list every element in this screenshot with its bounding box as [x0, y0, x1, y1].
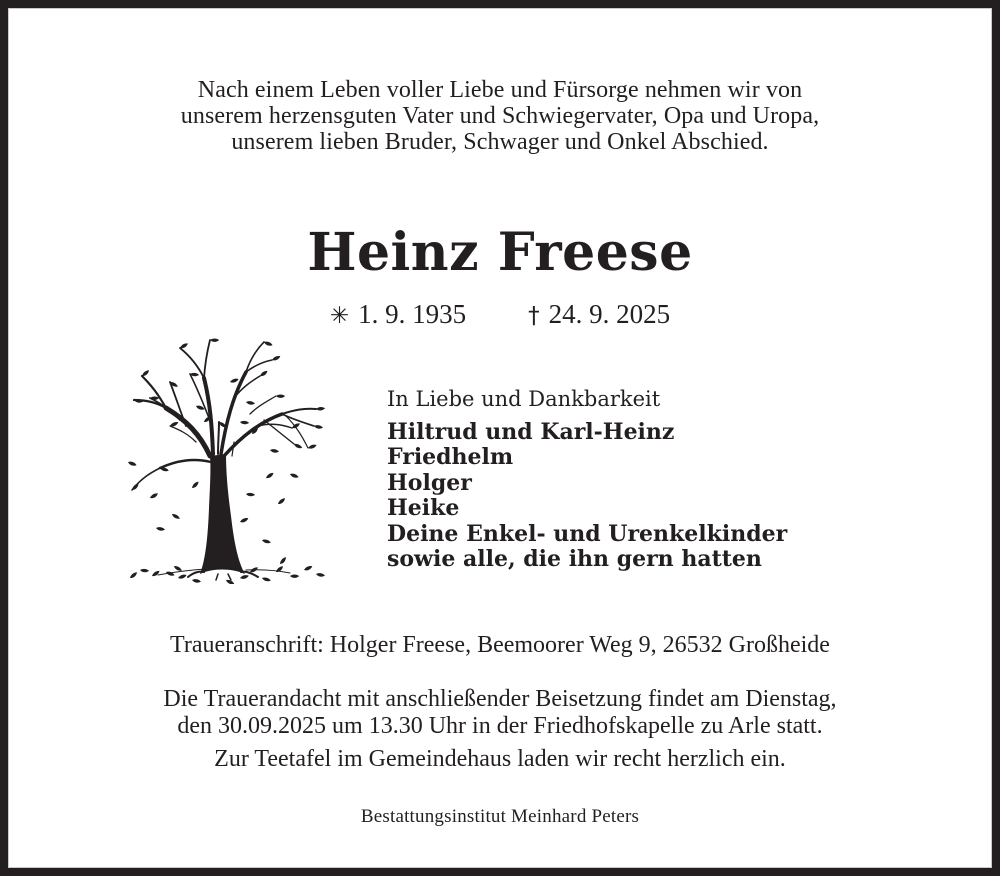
mourner-line: Heike	[387, 495, 460, 522]
mourning-address: Traueranschrift: Holger Freese, Beemoorer Weg 9, 26532 Großheide	[170, 632, 830, 658]
mourner-line: sowie alle, die ihn gern hatten	[387, 546, 762, 573]
service-announcement	[0, 686, 1000, 740]
intro-text	[0, 78, 1000, 155]
mourner-line: Deine Enkel- und Urenkelkinder	[387, 520, 788, 547]
birth-date-group	[330, 299, 466, 330]
mourner-line: Friedhelm	[387, 444, 514, 471]
tea-invitation: Zur Teetafel im Gemeindehaus laden wir recht herzlich ein.	[214, 746, 786, 772]
service-line: Die Trauerandacht mit anschließender Beisetzung findet am Dienstag,	[163, 686, 837, 712]
dedication-text: In Liebe und Dankbarkeit	[387, 387, 661, 411]
funeral-home-name: Bestattungsinstitut Meinhard Peters	[360, 806, 640, 827]
birth-star-icon: ✳	[329, 303, 350, 329]
birth-date: 1. 9. 1935	[358, 299, 467, 329]
mourners-list	[387, 420, 787, 572]
death-date-group	[528, 299, 670, 330]
service-line: den 30.09.2025 um 13.30 Uhr in der Friedhofskapelle zu Arle statt.	[177, 712, 823, 739]
intro-line: unserem herzensguten Vater und Schwiegervater, Opa und Uropa,	[180, 102, 820, 129]
deceased-name: Heinz Freese	[307, 222, 693, 283]
mourner-line: Holger	[387, 469, 472, 496]
autumn-tree-icon	[100, 322, 336, 584]
mourner-line: Hiltrud und Karl-Heinz	[387, 419, 675, 445]
death-date: 24. 9. 2025	[548, 299, 671, 329]
intro-line: unserem lieben Bruder, Schwager und Onkel Abschied.	[231, 128, 769, 155]
intro-line: Nach einem Leben voller Liebe und Fürsorge nehmen wir von	[197, 77, 803, 103]
death-cross-icon: †	[528, 303, 540, 329]
